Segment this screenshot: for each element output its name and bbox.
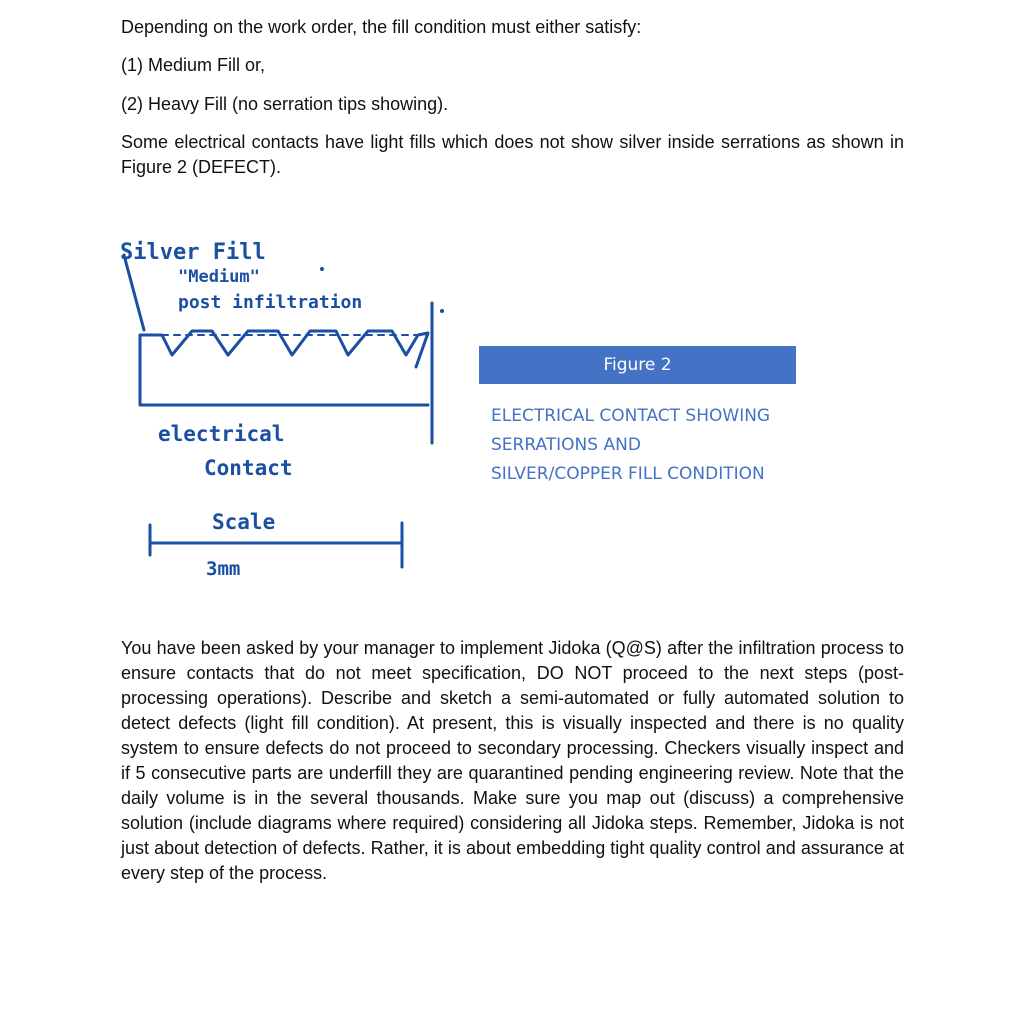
- option-medium-fill: (1) Medium Fill or,: [121, 55, 266, 75]
- defect-paragraph: Some electrical contacts have light fills which does not show silver inside serrations as shown in Figure 2 (DEFECT).: [121, 132, 904, 177]
- intro-paragraph: Depending on the work order, the fill condition must either satisfy:: [121, 17, 642, 37]
- scale-value: 3mm: [206, 558, 241, 580]
- figure-caption: [491, 402, 811, 489]
- post-infiltration-label: post infiltration: [178, 292, 363, 313]
- medium-label: "Medium": [178, 267, 260, 287]
- option-heavy-fill: (2) Heavy Fill (no serration tips showing).: [121, 94, 449, 114]
- ink-dot: [320, 267, 324, 271]
- serration-profile: [140, 331, 428, 367]
- task-paragraph: You have been asked by your manager to implement Jidoka (Q@S) after the infiltration process to ensure contacts that do not meet specification, DO NOT proceed to the next steps (post-processing operations). Describe and sketch a semi-automated or fully automated solution to detect defects (light fill condition). At present, this is visually inspected and there is no quality system to ensure defects do not proceed to secondary processing. Checkers visually inspect and if 5 consecutive parts are underfill they are quarantined pending engineering review. Note that the daily volume is in the several thousands. Make sure you map out (discuss) a comprehensive solution (include diagrams where required) considering all Jidoka steps. Remember, Jidoka is not just about detection of defects. Rather, it is about embedding tight quality control and assurance at every step of the process.: [121, 638, 904, 883]
- ink-dot: [440, 309, 444, 313]
- silver-fill-label: Silver Fill: [120, 240, 266, 265]
- caption-line: SERRATIONS AND: [491, 435, 641, 455]
- scale-label: Scale: [212, 510, 276, 534]
- contact-sketch: [110, 225, 450, 585]
- contact-label: Contact: [204, 456, 293, 480]
- contact-body: [140, 363, 428, 405]
- caption-line: ELECTRICAL CONTACT SHOWING: [491, 406, 771, 426]
- figure-label: Figure 2: [479, 346, 796, 384]
- electrical-label: electrical: [158, 422, 285, 446]
- caption-line: SILVER/COPPER FILL CONDITION: [491, 464, 765, 484]
- leader-line: [124, 255, 144, 330]
